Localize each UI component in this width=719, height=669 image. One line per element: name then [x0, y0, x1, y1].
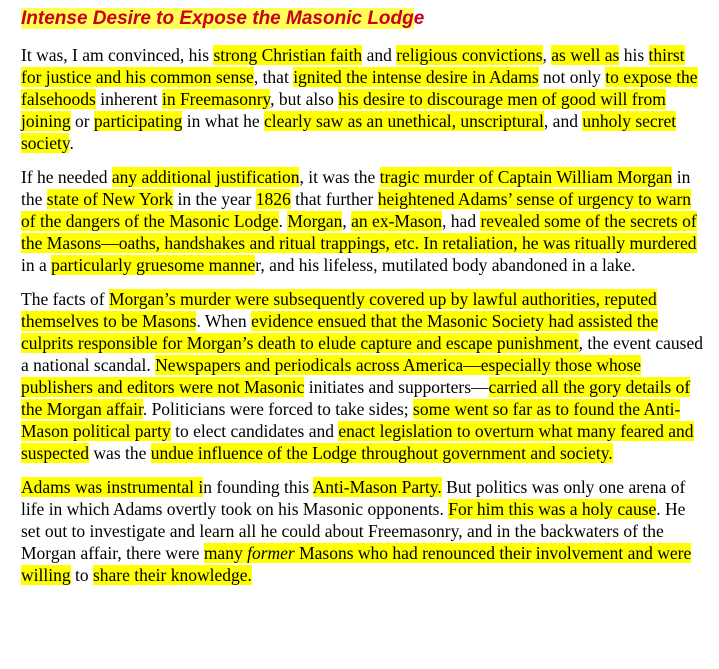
body-text: . He set out to investigate and learn all he could about Freemasonry, and in the backwaters of the Morgan affair, there were: [21, 499, 686, 563]
body-text: If he needed: [21, 167, 112, 187]
body-text: , had: [442, 211, 481, 231]
body-text: in a: [21, 255, 52, 275]
highlighted-text: ignited the intense desire in Adams: [293, 67, 539, 87]
highlighted-text: strong Christian faith: [213, 45, 363, 65]
highlighted-text: former: [247, 543, 295, 563]
body-text: initiates and supporters—: [304, 377, 489, 397]
highlighted-text: Adams was instrumental i: [21, 477, 204, 497]
body-text: inherent: [95, 89, 162, 109]
body-text: . When: [196, 311, 252, 331]
body-text: , the event caused a national scandal.: [21, 333, 703, 375]
highlighted-text: Masons who had renounced their involvement and were willing: [21, 543, 692, 585]
highlighted-text: to expose the falsehoods: [21, 67, 698, 109]
highlighted-text: Morgan: [287, 211, 343, 231]
body-text: .: [278, 211, 288, 231]
highlighted-text: Morgan’s murder were subsequently covered up by lawful authorities, reputed themselves to be Masons: [21, 289, 657, 331]
body-text: his: [619, 45, 649, 65]
paragraph-3: [21, 288, 705, 464]
highlighted-text: 1826: [255, 189, 291, 209]
highlighted-text: Anti-Mason Party.: [312, 477, 442, 497]
body-text: in what he: [182, 111, 265, 131]
paragraph-1: [21, 44, 705, 154]
highlighted-text: Newspapers and periodicals across America—especially those whose publishers and editors were not Masonic: [21, 355, 642, 397]
body-text: n founding this: [203, 477, 313, 497]
highlighted-text: enact legislation to overturn what many feared and suspected: [21, 421, 694, 463]
highlighted-text: participating: [93, 111, 183, 131]
body-text: not only: [538, 67, 606, 87]
body-text: .: [69, 133, 74, 153]
body-text: in the: [21, 167, 691, 209]
highlighted-text: heightened Adams’ sense of urgency to warn of the dangers of the Masonic Lodge: [21, 189, 692, 231]
body-text: or: [70, 111, 94, 131]
body-text: , but also: [270, 89, 339, 109]
body-text: ,: [542, 45, 552, 65]
body-text: , it was the: [299, 167, 380, 187]
highlighted-text: state of New York: [46, 189, 174, 209]
body-text: and: [362, 45, 397, 65]
body-text: , and: [543, 111, 583, 131]
highlighted-text: revealed some of the secrets of the Masons—oaths, handshakes and ritual trappings, etc. In retaliation, he was ritually murdered: [21, 211, 697, 253]
body-text: that further: [290, 189, 378, 209]
highlighted-text: some went so far as to found the Anti-Mason political party: [21, 399, 681, 441]
highlighted-text: thirst for justice and his common sense: [21, 45, 685, 87]
body-text: , that: [253, 67, 294, 87]
highlighted-text: unholy secret society: [21, 111, 677, 153]
highlighted-text: as well as: [551, 45, 620, 65]
highlighted-text: an ex-Mason: [351, 211, 443, 231]
highlighted-text: evidence ensued that the Masonic Society had assisted the culprits responsible for Morgan’s death to elude capture and escape punishment: [21, 311, 659, 353]
paragraph-4: [21, 476, 705, 586]
highlighted-text: carried all the gory details of the Morgan affair: [21, 377, 691, 419]
body-text: ,: [342, 211, 352, 231]
highlighted-text: many: [203, 543, 248, 563]
body-text: It was, I am convinced, his: [21, 45, 214, 65]
title-tail: e: [413, 8, 425, 29]
body-text: r, and his lifeless, mutilated body abandoned in a lake.: [255, 255, 636, 275]
body-text: But politics was only one arena of life in which Adams overtly took on his Masonic opponents.: [21, 477, 686, 519]
body-text: in the year: [173, 189, 256, 209]
highlighted-text: in Freemasonry: [161, 89, 271, 109]
highlighted-text: particularly gruesome manne: [51, 255, 256, 275]
highlighted-text: tragic murder of Captain William Morgan: [379, 167, 673, 187]
highlighted-text: undue influence of the Lodge throughout government and society.: [150, 443, 613, 463]
article-body: [21, 44, 705, 586]
paragraph-2: [21, 166, 705, 276]
body-text: to: [70, 565, 93, 585]
highlighted-text: share their knowledge.: [92, 565, 252, 585]
highlighted-text: religious convictions: [396, 45, 543, 65]
highlighted-text: clearly saw as an unethical, unscriptural: [264, 111, 544, 131]
title-highlight: Intense Desire to Expose the Masonic Lodg: [21, 8, 414, 29]
body-text: to elect candidates and: [170, 421, 339, 441]
body-text: . Politicians were forced to take sides;: [142, 399, 414, 419]
highlighted-text: his desire to discourage men of good will from joining: [21, 89, 666, 131]
body-text: The facts of: [21, 289, 109, 309]
article-title: [21, 6, 705, 32]
highlighted-text: For him this was a holy cause: [448, 499, 657, 519]
highlighted-text: any additional justification: [111, 167, 300, 187]
body-text: was the: [89, 443, 151, 463]
